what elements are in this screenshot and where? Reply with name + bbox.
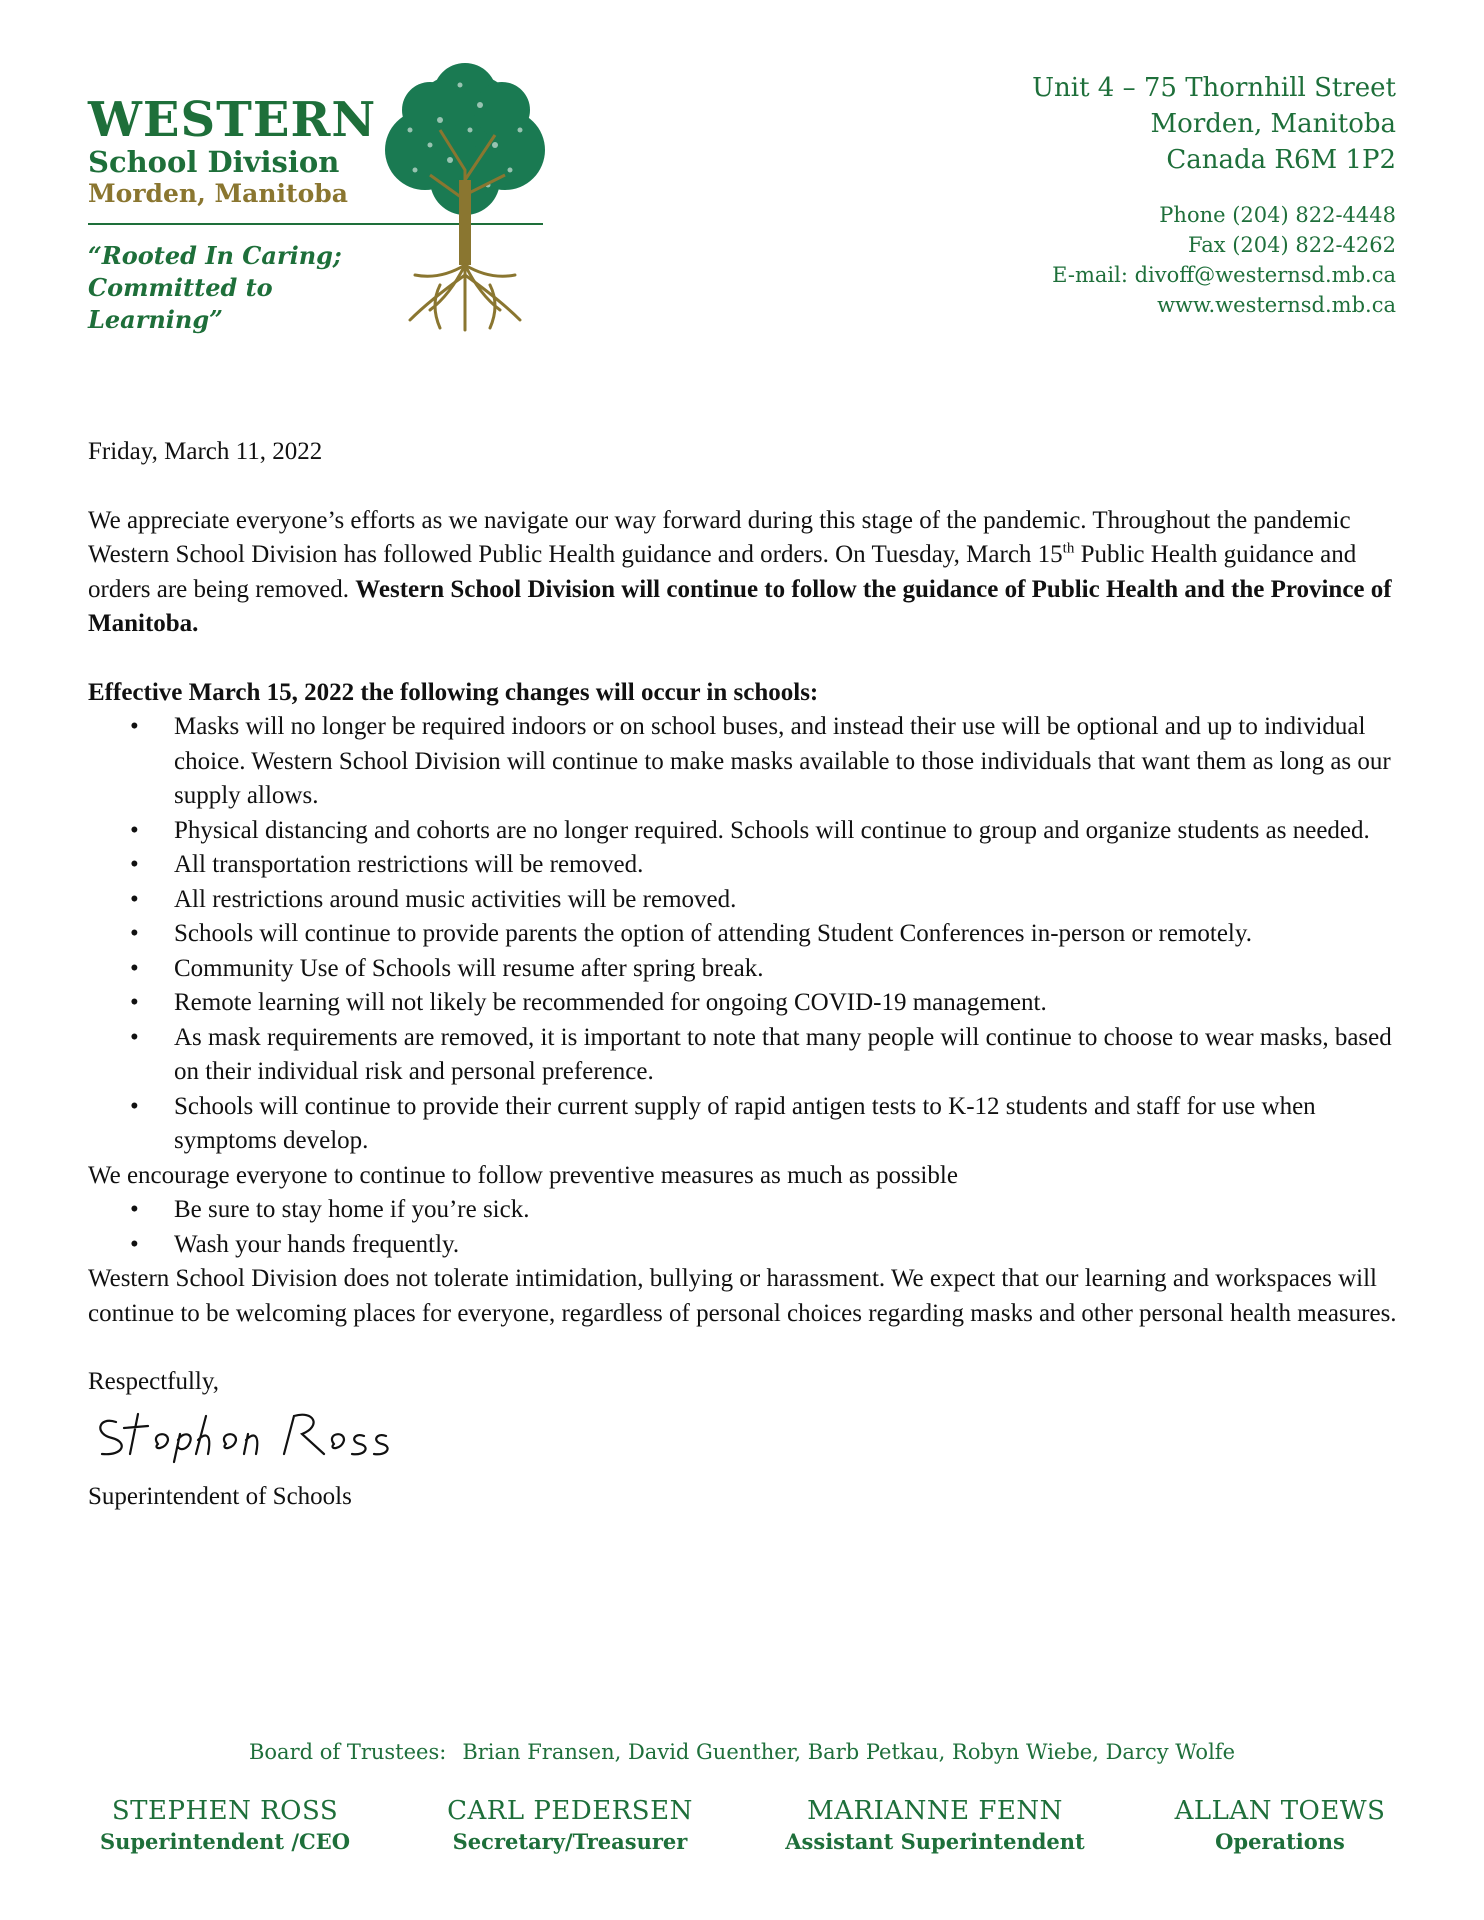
list-item: • All restrictions around music activities will be removed. [174,883,1408,918]
trustees-label: Board of Trustees: [248,1740,447,1764]
list-item: • Physical distancing and cohorts are no longer required. Schools will continue to group and organize students as needed. [174,814,1408,849]
officer-role: Superintendent /CEO [99,1829,351,1854]
email-link[interactable]: E-mail: divoff@westernsd.mb.ca [1052,263,1396,287]
signer-title: Superintendent of Schools [88,1483,352,1510]
list-item: • All transportation restrictions will be removed. [174,848,1408,883]
list-item: • Wash your hands frequently. [174,1228,1408,1263]
officer [1150,1795,1410,1857]
officer [765,1795,1105,1857]
officer [70,1795,380,1857]
board-of-trustees [0,1740,1484,1764]
tree-icon [370,60,560,340]
closing: Respectfully, [88,1368,219,1395]
list-item: • As mask requirements are removed, it is important to note that many people will continue to choose to wear masks, based on their individual risk and personal preference. [174,1021,1408,1090]
list-item: • Be sure to stay home if you’re sick. [174,1193,1408,1228]
list-item: • Schools will continue to provide their current supply of rapid antigen tests to K-12 students and staff for use when symptoms develop. [174,1090,1408,1159]
motto-line-2: Committed to Learning” [88,273,273,334]
officer-name: CARL PEDERSEN [447,1796,693,1826]
officer-role: Assistant Superintendent [785,1829,1085,1854]
officer-role: Operations [1215,1829,1345,1854]
trustees-names: Brian Fransen, David Guenther, Barb Petkau, Robyn Wiebe, Darcy Wolfe [462,1740,1235,1764]
list-item: • Community Use of Schools will resume after spring break. [174,952,1408,987]
officer-name: MARIANNE FENN [807,1796,1063,1826]
measures-intro: We encourage everyone to continue to follow preventive measures as much as possible [88,1161,958,1189]
officer-name: STEPHEN ROSS [111,1796,339,1826]
changes-list [88,710,1408,1159]
motto-line-1: “Rooted In Caring; [88,241,342,270]
signature [88,1404,408,1464]
motto [88,240,388,336]
letter-body [88,435,1408,1515]
address-line-2: Morden, Manitoba [1150,109,1396,139]
intro-paragraph [88,504,1408,642]
org-location: Morden, Manitoba [88,179,348,208]
website-link[interactable]: www.westernsd.mb.ca [1157,293,1396,317]
list-item: • Remote learning will not likely be recommended for ongoing COVID-19 management. [174,986,1408,1021]
address-line-1: Unit 4 – 75 Thornhill Street [1032,73,1396,103]
changes-heading: Effective March 15, 2022 the following changes will occur in schools: [88,678,819,706]
intro-bold: Western School Division will continue to follow the guidance of Public Health and the Province of Manitoba. [88,575,1392,637]
officer-name: ALLAN TOEWS [1174,1796,1386,1826]
org-subtitle: School Division [88,145,340,179]
officer [415,1795,725,1857]
measures-list [88,1193,1408,1262]
org-name: WESTERN [88,92,377,148]
intro-text: We appreciate everyone’s efforts as we navigate our way forward during this stage of the pandemic. Throughout the pandemic Western School Division has followed Public Health guidance and orders. On Tuesday, March 15 [88,506,1351,568]
address-block [836,70,1396,320]
officer-role: Secretary/Treasurer [452,1829,688,1854]
list-item: • Schools will continue to provide parents the option of attending Student Conferences in-person or remotely. [174,917,1408,952]
letter-date: Friday, March 11, 2022 [88,438,323,465]
address-line-3: Canada R6M 1P2 [1166,145,1396,175]
intro-text-2: Public Health guidance and orders are being removed. [88,541,1357,603]
respect-paragraph: Western School Division does not tolerate intimidation, bullying or harassment. We expect that our learning and workspaces will continue to be welcoming places for everyone, regardless of personal choices regarding masks and other personal health measures. [88,1265,1397,1327]
contact-block [836,200,1396,320]
officers-row [70,1795,1410,1875]
fax: Fax (204) 822-4262 [1188,233,1396,257]
intro-superscript: th [1062,540,1075,557]
list-item: • Masks will no longer be required indoors or on school buses, and instead their use will be optional and up to individual choice. Western School Division will continue to make masks available to those individuals that want them as long as our supply allows. [174,710,1408,814]
phone: Phone (204) 822-4448 [1159,203,1396,227]
